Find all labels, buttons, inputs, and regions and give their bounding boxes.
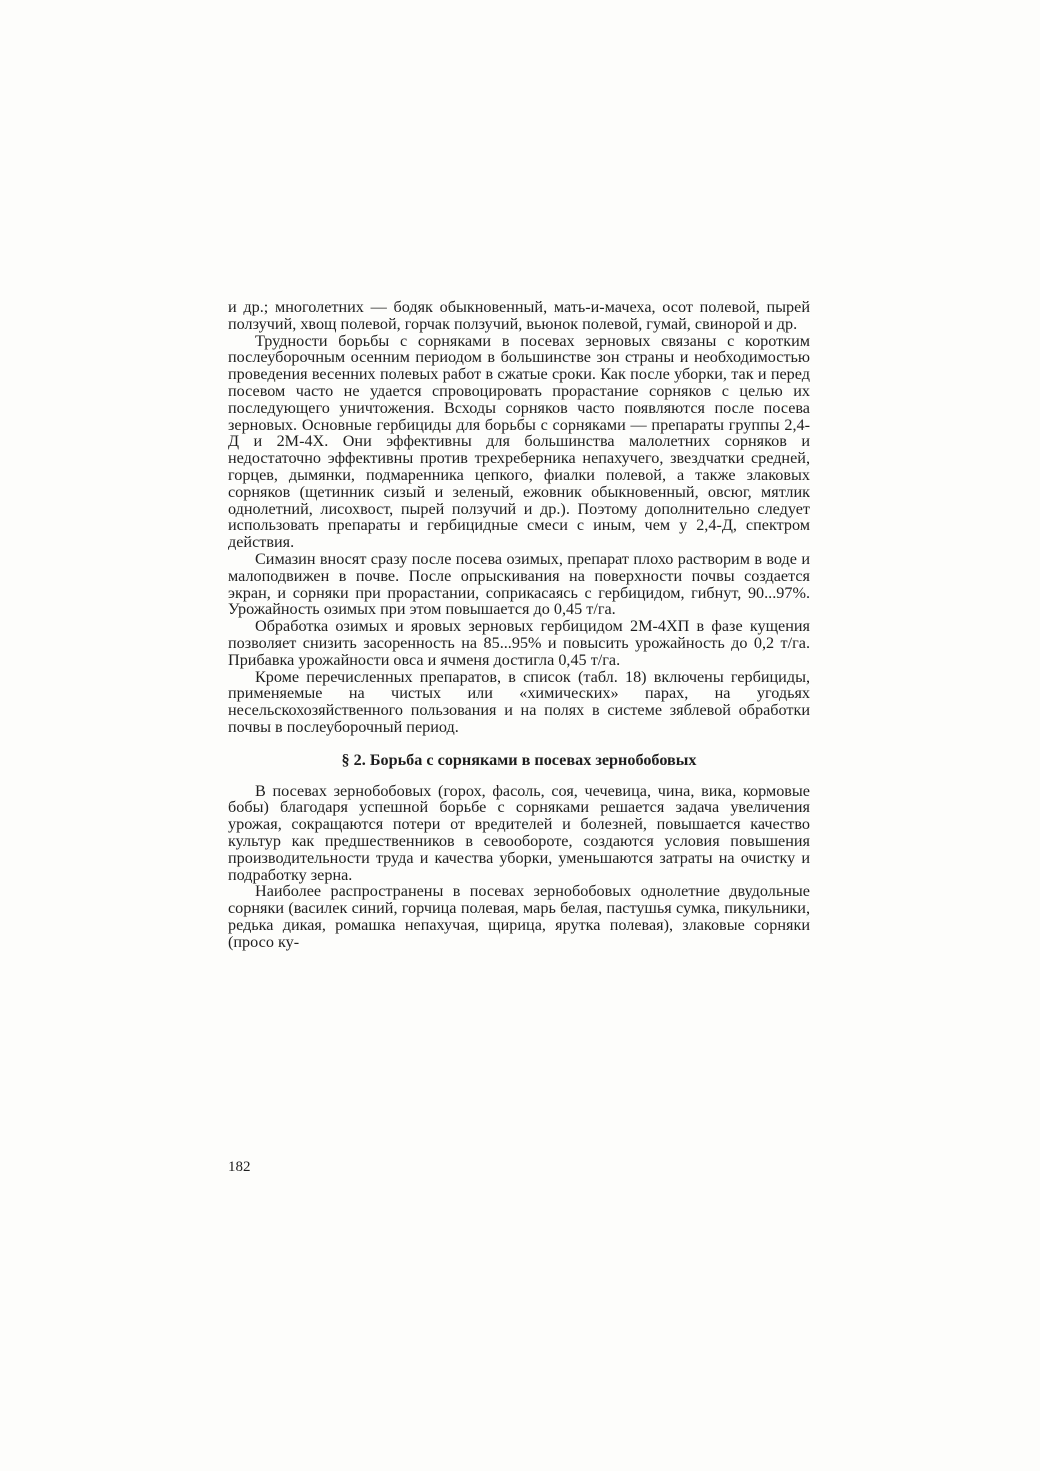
- main-text: [228, 299, 810, 950]
- paragraph-other-herbicides: Кроме перечисленных препаратов, в список (табл. 18) включены гербициды, применяемые на чистых или «химических» парах, на угодьях несельскохозяйственного пользования и на полях в системе зяблевой обработки почвы в послеуборочный период.: [228, 667, 810, 736]
- paragraph-legume-crops: В посевах зернобобовых (горох, фасоль, соя, чечевица, чина, вика, кормовые бобы) благодаря успешной борьбе с сорняками решается задача увеличения урожая, сокращаются потери от вредителей и болезней, повышается качество культур как предшественников в севообороте, создаются условия повышения производительности труда и качества уборки, уменьшаются затраты на очистку и подработку зерна.: [228, 781, 810, 884]
- paragraph-continuation: и др.; многолетних — бодяк обыкновенный, мать-и-мачеха, осот полевой, пырей ползучий, хвощ полевой, горчак ползучий, вьюнок полевой, гумай, свинорой и др.: [228, 298, 810, 333]
- paragraph-2m-4hp-treatment: Обработка озимых и яровых зерновых гербицидом 2М-4ХП в фазе кущения позволяет снизить засоренность на 85...95% и повысить урожайность до 0,2 т/га. Прибавка урожайности овса и ячменя достигла 0,45 т/га.: [228, 617, 810, 669]
- section-heading: § 2. Борьба с сорняками в посевах зернобобовых: [341, 750, 697, 769]
- page-number: 182: [228, 1159, 251, 1175]
- paragraph-simazine: Симазин вносят сразу после посева озимых, препарат плохо растворим в воде и малоподвижен в почве. После опрыскивания на поверхности почвы создается экран, и сорняки при прорастании, соприкасаясь с гербицидом, гибнут, 90...97%. Урожайность озимых при этом повышается до 0,45 т/га.: [228, 549, 810, 619]
- paragraph-common-weeds: Наиболее распространены в посевах зернобобовых однолетние двудольные сорняки (василек синий, горчица полевая, марь белая, пастушья сумка, пикульники, редька дикая, ромашка непахучая, щирица, ярутка полевая), злаковые сорняки (просо ку-: [228, 882, 810, 951]
- paragraph-cereal-weed-difficulties: Трудности борьбы с сорняками в посевах зерновых связаны с коротким послеуборочным осенним периодом в большинстве зон страны и необходимостью проведения весенних полевых работ в сжатые сроки. Как после уборки, так и перед посевом часто не удается спровоцировать прорастание сорняков с целью их последующего уничтожения. Всходы сорняков часто появляются после посева зерновых. Основные гербициды для борьбы с сорняками — препараты группы 2,4-Д и 2М-4Х. Они эффективны для большинства малолетних сорняков и недостаточно эффективны против трехреберника непахучего, звездчатки средней, горцев, дымянки, подмаренника цепкого, фиалки полевой, а также злаковых сорняков (щетинник сизый и зеленый, ежовник обыкновенный, овсюг, мятлик однолетний, лисохвост, пырей ползучий и др.). Поэтому дополнительно следует использовать препараты и гербицидные смеси с иным, чем у 2,4-Д, спектром действия.: [228, 331, 810, 552]
